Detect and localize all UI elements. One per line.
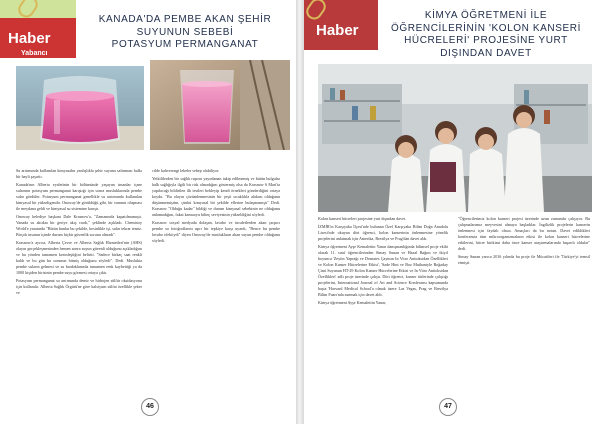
headline-line: SUYUNUN SEBEBİ [136,26,234,38]
section-subtitle: Yabancı [21,50,48,57]
headline-line: DIŞINDAN DAVET [440,47,532,59]
article-paragraph: "Öğrencilerimiz kolon kanseri projesi üzerinde uzun zamandır çalışıyor. Bu çalışmalarımız meyvesini almaya başladılar. İngilizlik projelerin kanserin önlenmesi için faydalı olsun. Amaçları da bu notun. Davet edildikleri konferansta tüm mikroorganizmaların etkisi ile kolon kanseri hücrelerine etkilerini, hücre birikimi daha önce kanser araştırmalarında başarılı oldular" dedi. [458,216,590,251]
article-paragraph: cilde kahverengi lekeler sebep olabiliyor. [152,168,220,173]
article-column-2 [152,168,280,246]
section-title: Haber [316,22,359,39]
page-number: 46 [141,398,159,416]
article-paragraph: Yetkililerden bir sağlık raporu yayınlanan takip edilmemiş ve bütün bulgular halk sağlığıyla ilgili bir risk olmadığını göstermiş olsa da Krasnow 6 Mart'ta yapılacağı bildirilen ilk testleri bekleyip kendi örnekleri gönderdiğini ortaya koydu. "Bu olayın çözümlenmesinin bir çeşit sıcaklıkla alakası olduğunu düşünmemiştim, çünkü kimyasal bir şekilde ellerine bulaşmamıştı" Dedi. Krasnow "Olduğu kadar" bildiği ve durum kimyasal sebebinin ne olduğunu anlamadığını, fakat kamuoyu bilinç seviyesinin yükseldiğini söyledi. [152,176,280,217]
right-page [304,0,600,424]
paperclip-icon [304,0,329,23]
article-paragraph: Simay Sunan yarıca 2016 yılında bu proje ile Mücaitleri ile 'Türkiye'yi temsil etmişti. [458,253,590,265]
article-paragraph: Potasyum permanganat su arıtımında demir ve hidrojen sülfür oksidasyonu için kullanılır. Alberta Sağlık Örgütü'ne göre kalsiyum sülfat özellikle şeker ve [16,278,142,296]
article-paragraph: Su arıtımında kullanılan kimyasalın yanlışlıkla şehir suyuna salınması halkı bir hayli şaşırttı. [16,168,142,179]
article-paragraph: Onoway belediye başkanı Dale Krasnow'a, "Zamanında kapatılmamıştı. Vanada su aktıkta bir geriye akış vardı," şeklinde açıkladı. Chemistry World'e yanıtında "Bütün bunlar bu şekilde, kesinlikle işi, sular tekrar temiz. Birçok insanın içinde durum hiçbir güvenlik sorunu olmadı". [16,214,142,237]
pink-water-glass-image [150,60,290,150]
headline-line: HÜCRELERİ' PROJESİNE YURT [404,35,568,46]
article-paragraph: Krasnow sosyal medyada dolaşan, lavabo ve tuvaletlerden akan çarpıcı pembe su fotoğraflarını aşırı bir tepkiye karşı uyardı, "Bence bu pembe lavabo efektiydi" diyen Onoway'de muslukların akan suyun pembe olduğunu söyledi. [152,220,280,243]
section-badge [304,0,378,50]
article-paragraph: Kimya öğretmeni Ayşe Kemalettin Yanar danışmanlığında bilimsel proje ekibi olarak 11. sınıf öğrencilerinden Simay Sunan ve Hazal Bağım ve ikiyıl boyunca 'Zeytin Yaprağı ve Domates Çaymın In Vitro Antioksidan Özellikleri ve Kolon Kanser Hücrelerine Etkisi', 'Sade Hint ve Boz Muthaniyle Boğaday Çimi Suyunun HT-29 Kolon Kanser Hücrelerine Etkisi ve In Vitro Antioksidan Özellikleri' adlı proje üzerinde çalıştı. Dört öğrenci, kanser türlerinde çalıştığı projelerini, International Journal of Art and Science Konferansı kapsamında başta 'Harvard Medical School'a olmak üzere Las Vegas, Prag ve Brezilya Bilim Fuarı'nda sunmak için davet aldı. [318,244,448,297]
article-column-1 [16,168,142,298]
headline-line: KANADA'DA PEMBE AKAN ŞEHİR [98,14,272,25]
students-lab-photo [318,64,592,212]
article-paragraph: Kolon kanseri hücreleri projesine yurt dışından davet. [318,216,407,221]
article-paragraph: Krasnow'a ayrıca, Alberta Çevre ve Alberta Sağlık Hizmetleri'nin (AHS) olayın gerçekleşmesinden hemen sonra suyun güvenli olduğunu açıkladığını ve bu yönden tamamen kesinleştiğini belirtti. "Sadece birkaç saat renkli kaldı ve bu gün bu sorunun bitmiş olduğunu söyledi". Dedi. Muslukta pembe suların gelmesi ve su bardaklarında tamamen renk kaybettiği ya da 1000 kişiden birisinin pembe suyu görmesi ortaya çıktı. [16,240,142,275]
article-headline [386,10,586,60]
section-badge [0,0,76,58]
pink-water-glass-photo [150,60,290,150]
article-column-1 [318,216,448,308]
students-lab-image [318,64,592,212]
section-title: Haber [8,30,51,47]
page-number: 47 [439,398,457,416]
pink-water-jar-image [16,66,144,150]
book-gutter [296,0,304,424]
left-page [0,0,296,424]
headline-line: KİMYA ÖĞRETMENİ İLE [424,10,548,21]
headline-line: POTASYUM PERMANGANAT [111,39,259,50]
article-paragraph: İZMİR'in Karşıyaka İlçesi'nde bulunan Özel Karşıyaka Bilim Doğa Anadolu Lisesi'nde okuyan dört öğrenci, kolon kanserinin önlenmesine yönelik projelerini anlatmak için Amerika, Brezilya ve Prag'dan davet aldı. [318,224,448,242]
article-paragraph: Kimya öğretmeni Ayşe Kemalettin Yanar, [318,300,387,306]
article-headline [80,14,290,52]
article-column-2 [458,216,590,268]
headline-line: ÖĞRENCİLERİNİN 'KOLON KANSERİ [391,22,581,34]
article-paragraph: Kanada'nın Alberta eyaletinin bir bölümünde yaşayan insanlar içme sularının potasyum permanganat karıştığı için sonra musluklarında pembe sular gördüler. Potasyum permanganat genellikle su arıtımında kullanılan kimyasal bir yükseltgendir. Onoway'de görüldüğü gibi, bir vanının oluşması ile meydana geldi ve kimyasal su sistemine karıştı. [16,182,142,211]
pink-water-jar-photo [16,66,144,150]
